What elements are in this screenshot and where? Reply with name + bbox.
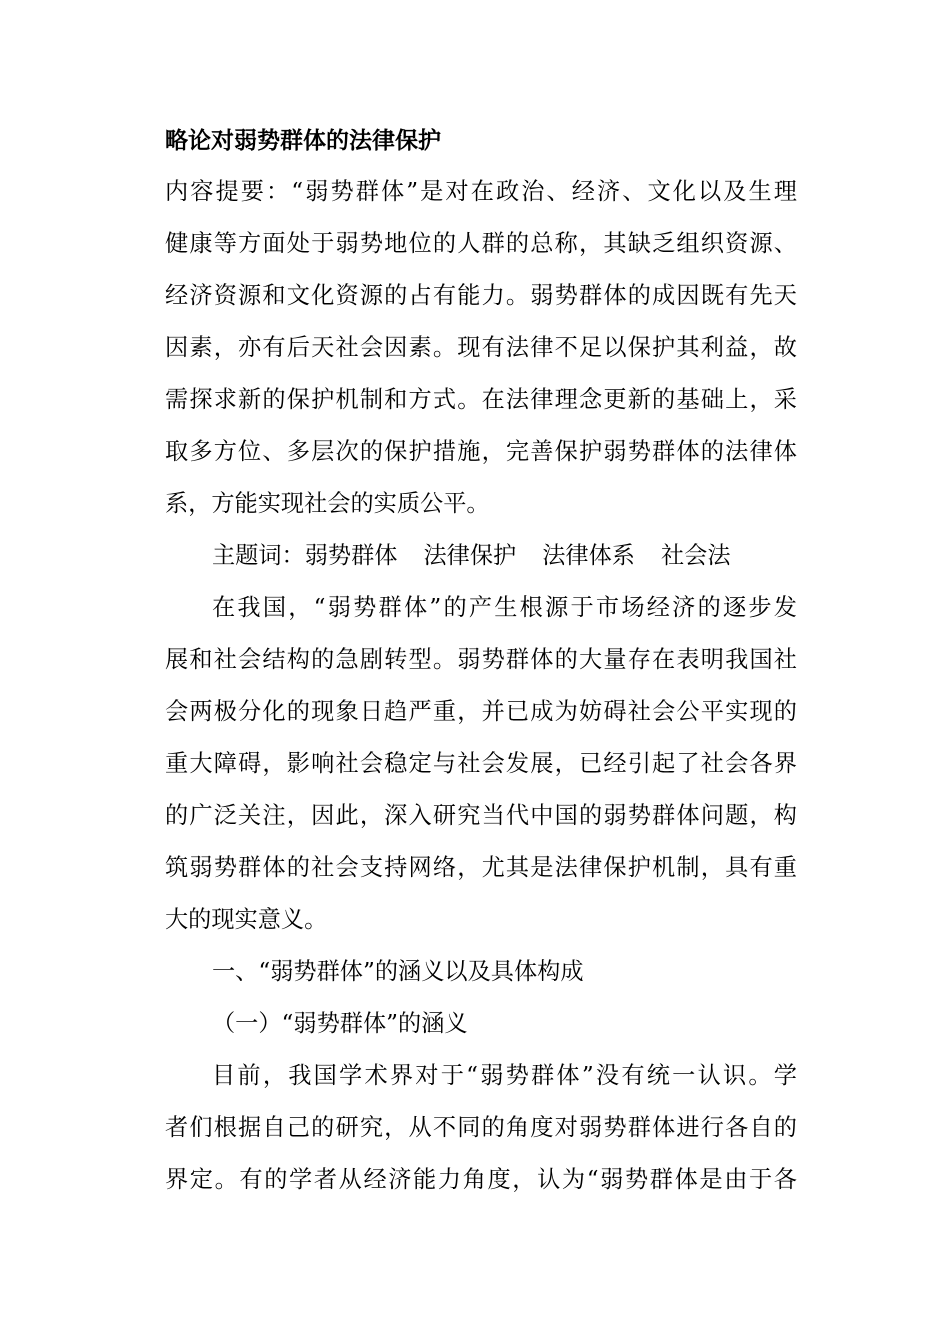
document-title: 略论对弱势群体的法律保护 [165, 128, 441, 154]
intro-line: 展和社会结构的急剧转型。弱势群体的大量存在表明我国社 [165, 646, 797, 673]
intro-line: 在我国，“弱势群体”的产生根源于市场经济的逐步发 [212, 594, 797, 621]
body-line: 界定。有的学者从经济能力角度，认为“弱势群体是由于各 [165, 1166, 797, 1193]
abstract-line: 取多方位、多层次的保护措施，完善保护弱势群体的法律体 [165, 438, 797, 465]
intro-line: 重大障碍，影响社会稳定与社会发展，已经引起了社会各界 [165, 750, 797, 777]
subsection-heading: （一）“弱势群体”的涵义 [212, 1010, 468, 1037]
abstract-line: 健康等方面处于弱势地位的人群的总称，其缺乏组织资源、 [165, 230, 797, 257]
abstract-line: 经济资源和文化资源的占有能力。弱势群体的成因既有先天 [165, 282, 797, 309]
intro-line: 筑弱势群体的社会支持网络，尤其是法律保护机制，具有重 [165, 854, 797, 881]
keyword: 法律体系 [542, 542, 635, 569]
intro-line: 大的现实意义。 [165, 906, 328, 933]
abstract-line: 系，方能实现社会的实质公平。 [165, 490, 490, 517]
keyword: 法律保护 [423, 542, 517, 569]
body-line: 者们根据自己的研究，从不同的角度对弱势群体进行各自的 [165, 1114, 797, 1141]
keyword: 弱势群体 [304, 542, 398, 569]
abstract-line: 需探求新的保护机制和方式。在法律理念更新的基础上，采 [165, 386, 797, 413]
keywords-label: 主题词： [212, 542, 305, 569]
intro-line: 的广泛关注，因此，深入研究当代中国的弱势群体问题，构 [165, 802, 797, 829]
abstract-line: 因素，亦有后天社会因素。现有法律不足以保护其利益，故 [165, 334, 797, 361]
keywords-line [212, 541, 797, 571]
intro-line: 会两极分化的现象日趋严重，并已成为妨碍社会公平实现的 [165, 698, 797, 725]
section-heading: 一、“弱势群体”的涵义以及具体构成 [212, 958, 584, 985]
abstract-line: 内容提要：“弱势群体”是对在政治、经济、文化以及生理 [165, 178, 797, 205]
body-line: 目前，我国学术界对于“弱势群体”没有统一认识。学 [212, 1062, 797, 1089]
keyword: 社会法 [661, 542, 731, 569]
